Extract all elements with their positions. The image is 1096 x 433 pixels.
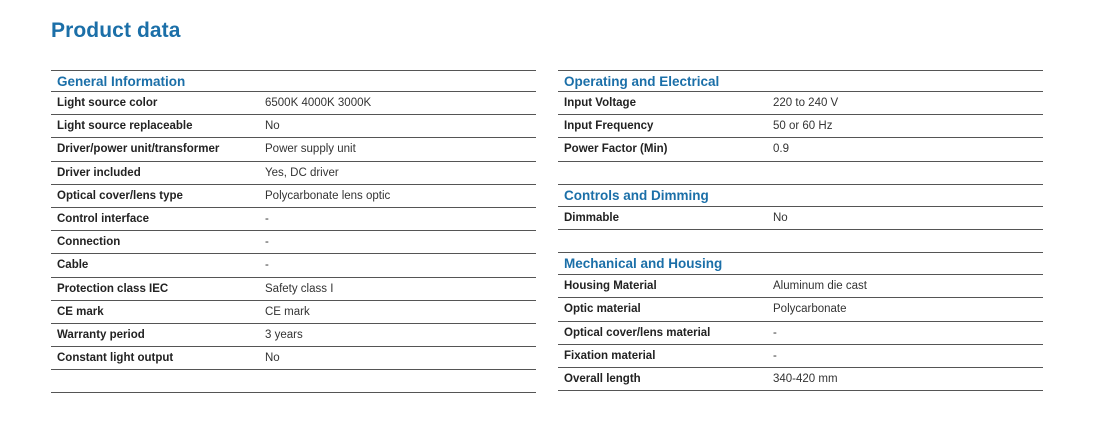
table-row <box>558 368 1043 391</box>
row-label: Protection class IEC <box>57 282 169 295</box>
table-row <box>558 345 1043 368</box>
row-label: Input Voltage <box>564 97 636 110</box>
row-label: Optic material <box>564 303 641 316</box>
table-row <box>558 275 1043 298</box>
row-value: 50 or 60 Hz <box>773 120 833 133</box>
row-value: Polycarbonate lens optic <box>265 189 391 202</box>
row-label: Input Frequency <box>564 120 654 133</box>
empty-row <box>558 230 1043 253</box>
row-label: Constant light output <box>57 352 174 365</box>
row-value: - <box>265 259 269 272</box>
row-value: Polycarbonate <box>773 303 847 316</box>
row-label: Driver included <box>57 166 141 179</box>
table-row <box>558 92 1043 115</box>
row-value: Safety class I <box>265 282 334 295</box>
table-row <box>51 92 536 115</box>
table-row <box>51 162 536 185</box>
table-row <box>51 301 536 324</box>
table-row <box>51 208 536 231</box>
table-row <box>51 231 536 254</box>
row-value: - <box>265 213 269 226</box>
operating-electrical-header: Operating and Electrical <box>558 70 1043 92</box>
table-row <box>51 185 536 208</box>
empty-row <box>51 370 536 393</box>
row-label: Fixation material <box>564 349 656 362</box>
table-row <box>558 115 1043 138</box>
mechanical-housing-header: Mechanical and Housing <box>558 253 1043 275</box>
table-row <box>558 138 1043 161</box>
row-value: Aluminum die cast <box>773 280 867 293</box>
empty-row <box>558 162 1043 185</box>
row-label: Light source color <box>57 97 158 110</box>
row-label: Driver/power unit/transformer <box>57 143 220 156</box>
row-value: - <box>773 349 777 362</box>
row-value: 6500K 4000K 3000K <box>265 97 372 110</box>
row-label: Dimmable <box>564 211 619 224</box>
row-label: Connection <box>57 236 121 249</box>
row-value: No <box>265 352 280 365</box>
row-value: 3 years <box>265 328 303 341</box>
page-title: Product data <box>51 19 181 42</box>
row-value: 340-420 mm <box>773 372 838 385</box>
row-value: Yes, DC driver <box>265 166 339 179</box>
row-label: Light source replaceable <box>57 120 193 133</box>
row-value: - <box>265 236 269 249</box>
row-label: CE mark <box>57 305 104 318</box>
row-label: Housing Material <box>564 280 657 293</box>
general-information-table <box>51 70 536 393</box>
table-row <box>51 115 536 138</box>
table-row <box>51 254 536 277</box>
row-value: - <box>773 326 777 339</box>
row-label: Overall length <box>564 372 641 385</box>
row-label: Optical cover/lens type <box>57 189 183 202</box>
controls-dimming-header: Controls and Dimming <box>558 185 1043 207</box>
row-label: Control interface <box>57 213 150 226</box>
row-label: Power Factor (Min) <box>564 143 668 156</box>
row-label: Cable <box>57 259 89 272</box>
row-value: CE mark <box>265 305 310 318</box>
general-information-header: General Information <box>51 70 536 92</box>
table-row <box>51 347 536 370</box>
row-label: Warranty period <box>57 328 145 341</box>
table-row <box>558 322 1043 345</box>
table-row <box>51 324 536 347</box>
table-row <box>51 138 536 161</box>
table-row <box>51 278 536 301</box>
row-value: 0.9 <box>773 143 789 156</box>
row-value: No <box>773 211 788 224</box>
row-value: 220 to 240 V <box>773 97 839 110</box>
specification-tables-right <box>558 70 1043 391</box>
table-row <box>558 207 1043 230</box>
table-row <box>558 298 1043 321</box>
row-value: No <box>265 120 280 133</box>
row-value: Power supply unit <box>265 143 356 156</box>
row-label: Optical cover/lens material <box>564 326 711 339</box>
